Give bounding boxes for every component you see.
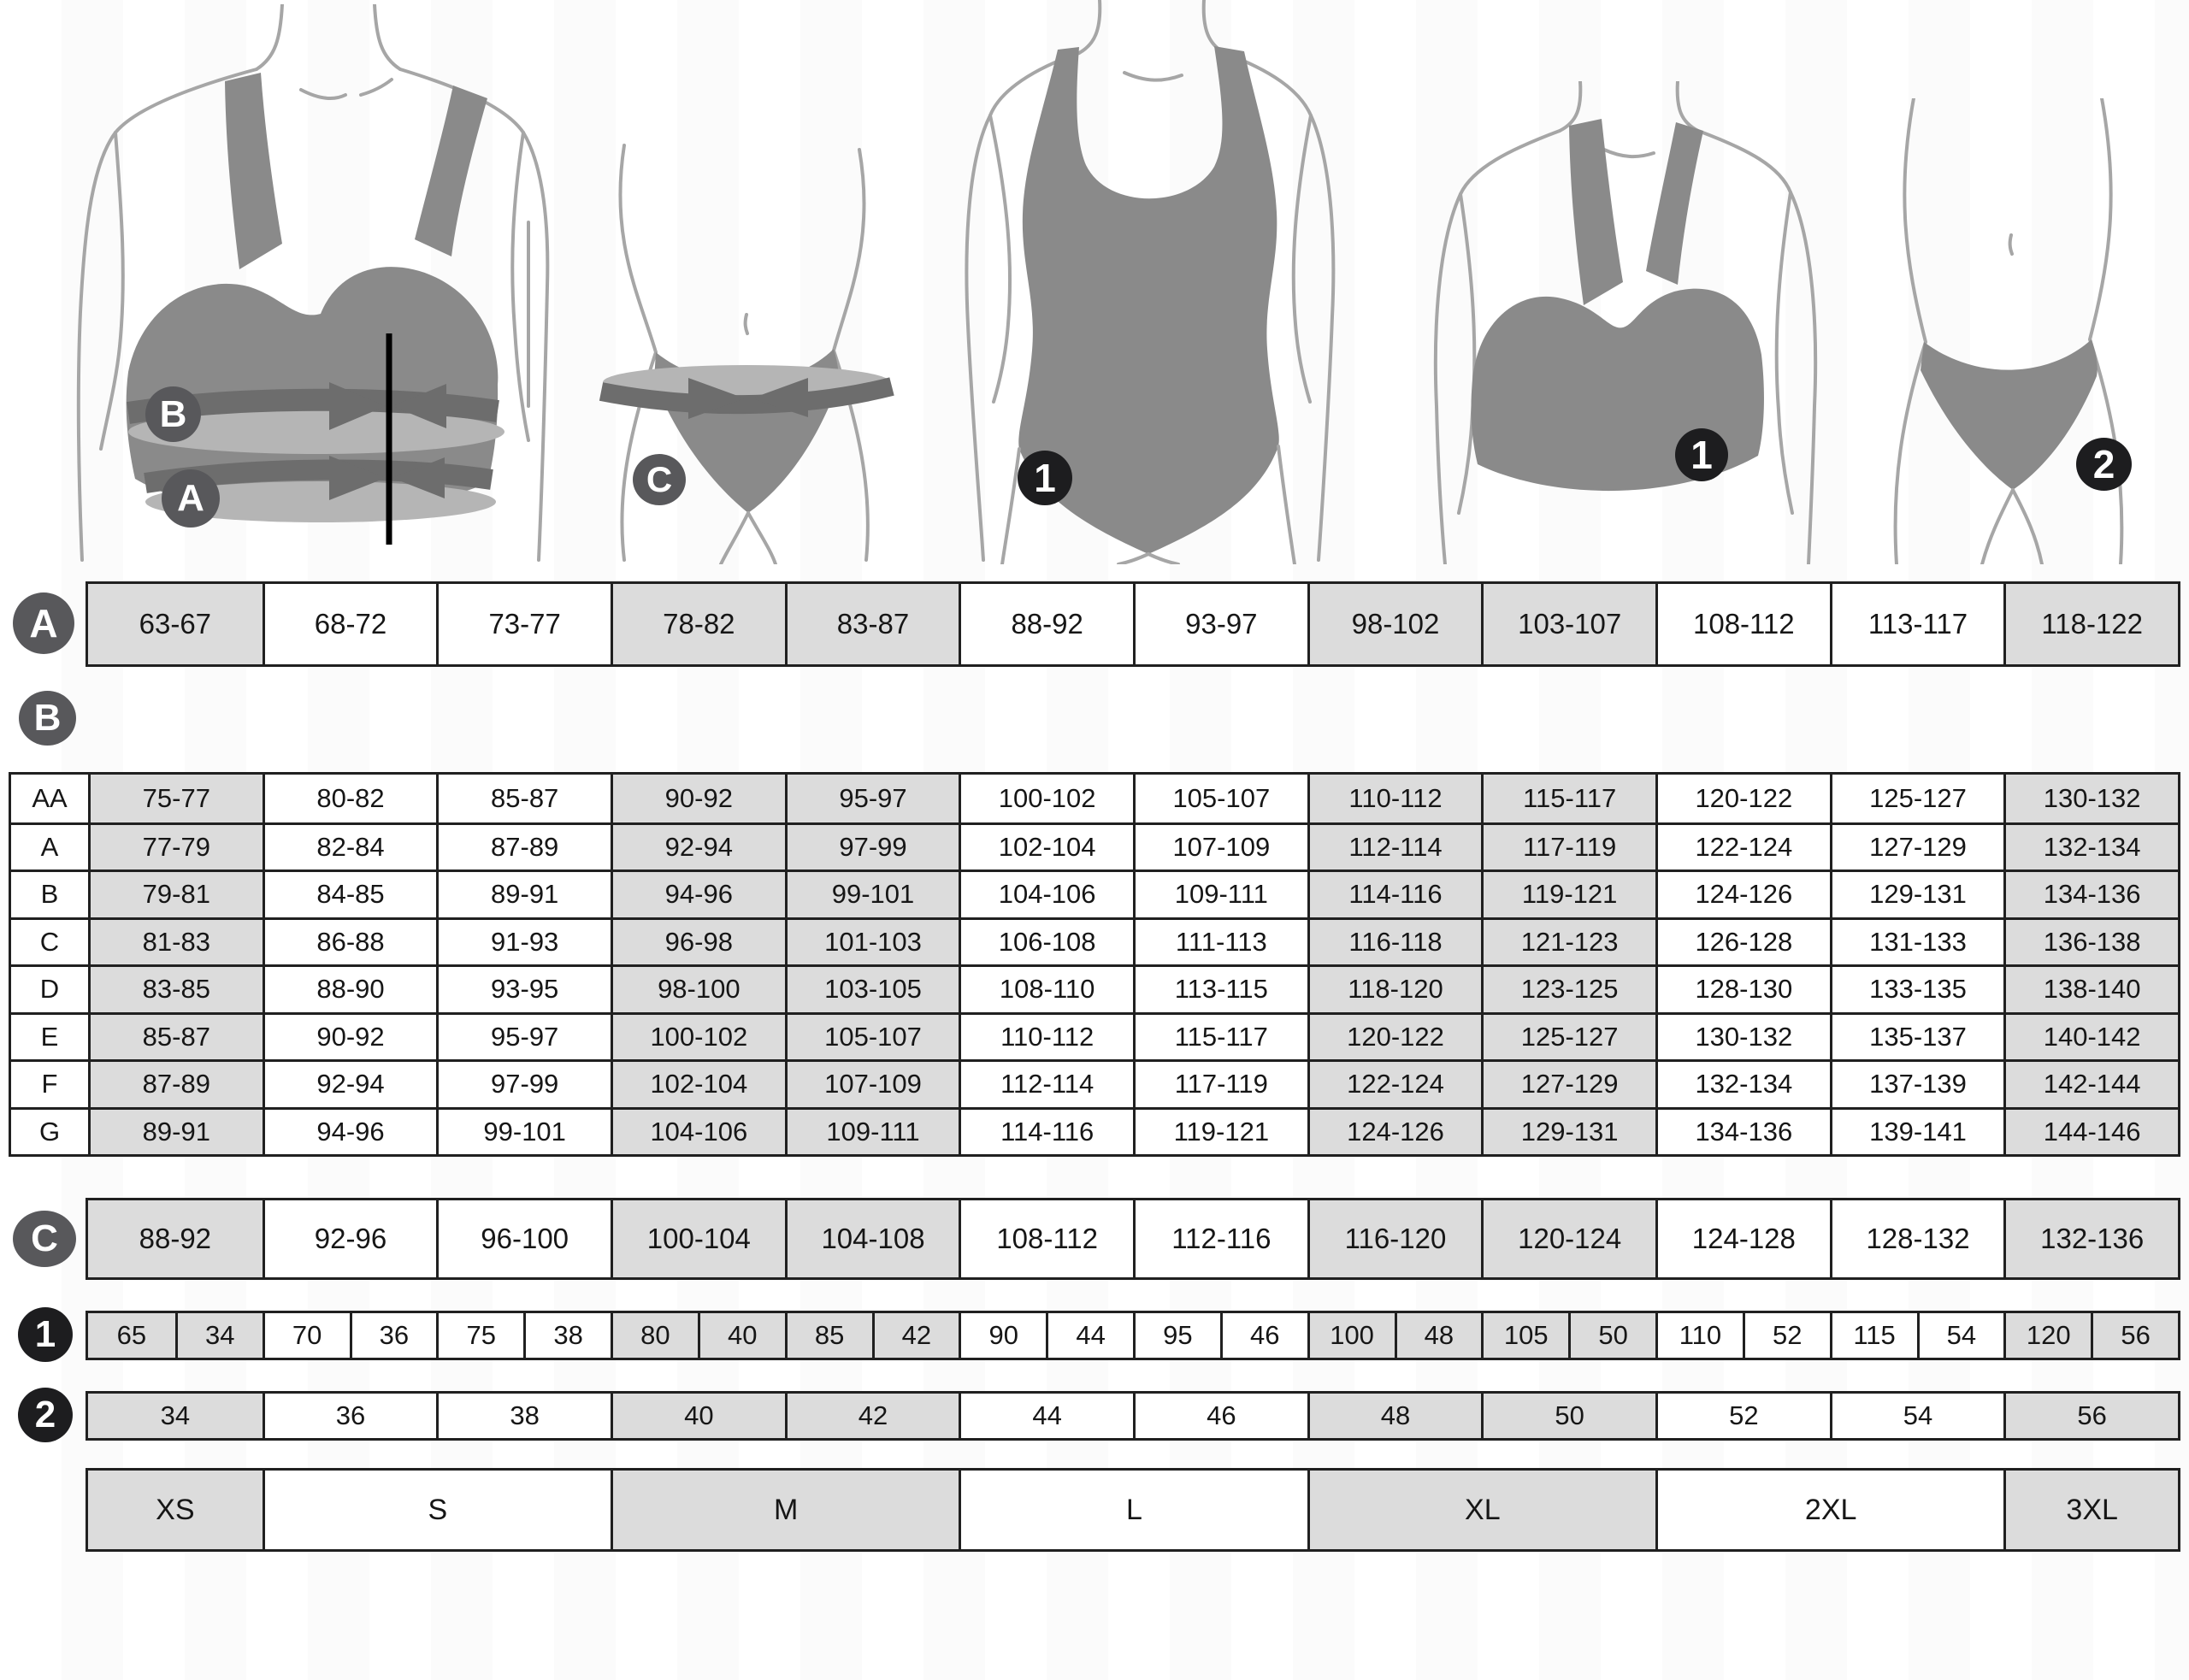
bodysuit-size-badge: 1 <box>1018 451 1072 505</box>
cell: 36 <box>263 1394 437 1438</box>
cell: 114-116 <box>1307 869 1482 917</box>
cell: 109-111 <box>1133 869 1307 917</box>
cell: 54 <box>1830 1394 2004 1438</box>
bust-measure-badge: B <box>145 386 201 442</box>
cell: 129-131 <box>1481 1107 1655 1155</box>
cell: 115-117 <box>1133 1012 1307 1060</box>
cell: 131-133 <box>1830 917 2004 965</box>
cell: 46 <box>1133 1394 1307 1438</box>
cup-row-label: E <box>11 1012 88 1060</box>
cell: 123-125 <box>1481 964 1655 1012</box>
cell: 108-112 <box>959 1200 1133 1277</box>
cell: 87-89 <box>88 1059 263 1107</box>
cell: 83-87 <box>785 584 959 664</box>
cell: 34 <box>175 1313 263 1358</box>
cell: 107-109 <box>785 1059 959 1107</box>
cell: 99-101 <box>436 1107 611 1155</box>
cell: 95 <box>1133 1313 1220 1358</box>
cell: 40 <box>698 1313 785 1358</box>
cell: 77-79 <box>88 822 263 870</box>
cell: 63-67 <box>88 584 263 664</box>
cell: 139-141 <box>1830 1107 2004 1155</box>
cell: 50 <box>1568 1313 1655 1358</box>
cell: 128-130 <box>1655 964 1830 1012</box>
cell: 113-115 <box>1133 964 1307 1012</box>
cup-row-label: AA <box>11 775 88 822</box>
cell: 144-146 <box>2003 1107 2178 1155</box>
row-label-underbust: A <box>13 592 74 654</box>
row-label-panty-size: 2 <box>18 1388 73 1442</box>
cell: 132-134 <box>2003 822 2178 870</box>
cell: 52 <box>1743 1313 1830 1358</box>
cell: 112-114 <box>959 1059 1133 1107</box>
cup-row-label: F <box>11 1059 88 1107</box>
cell: 82-84 <box>263 822 437 870</box>
cell: 122-124 <box>1307 1059 1482 1107</box>
panty-size-table <box>86 1391 2180 1441</box>
cell: 93-95 <box>436 964 611 1012</box>
cell: 116-120 <box>1307 1200 1482 1277</box>
cell: 117-119 <box>1133 1059 1307 1107</box>
cell: 90 <box>959 1313 1046 1358</box>
row-label-bra-size: 1 <box>18 1307 73 1362</box>
cell: 89-91 <box>436 869 611 917</box>
cell: 108-112 <box>1655 584 1830 664</box>
row-label-bust: B <box>19 691 76 746</box>
cell: 52 <box>1655 1394 1830 1438</box>
cell: 46 <box>1220 1313 1307 1358</box>
size-cell: S <box>263 1471 611 1549</box>
cell: 100-102 <box>959 775 1133 822</box>
cell: 96-100 <box>436 1200 611 1277</box>
cell: 128-132 <box>1830 1200 2004 1277</box>
cell: 124-126 <box>1655 869 1830 917</box>
cell: 65 <box>88 1313 175 1358</box>
cell: 102-104 <box>611 1059 785 1107</box>
letter-size-table <box>86 1468 2180 1552</box>
cell: 132-136 <box>2003 1200 2178 1277</box>
cell: 94-96 <box>263 1107 437 1155</box>
cell: 136-138 <box>2003 917 2178 965</box>
cell: 129-131 <box>1830 869 2004 917</box>
cell: 115 <box>1830 1313 1917 1358</box>
cell: 105-107 <box>785 1012 959 1060</box>
cell: 137-139 <box>1830 1059 2004 1107</box>
cell: 104-106 <box>611 1107 785 1155</box>
size-cell: 3XL <box>2003 1471 2178 1549</box>
cell: 100 <box>1307 1313 1395 1358</box>
cell: 85 <box>785 1313 872 1358</box>
cell: 115-117 <box>1481 775 1655 822</box>
size-cell: XL <box>1307 1471 1655 1549</box>
cell: 78-82 <box>611 584 785 664</box>
cell: 109-111 <box>785 1107 959 1155</box>
cell: 124-128 <box>1655 1200 1830 1277</box>
cell: 96-98 <box>611 917 785 965</box>
row-label-hip: C <box>13 1211 76 1267</box>
cell: 56 <box>2091 1313 2178 1358</box>
cell: 114-116 <box>959 1107 1133 1155</box>
cup-row-label: C <box>11 917 88 965</box>
cell: 120-122 <box>1655 775 1830 822</box>
cup-row-label: D <box>11 964 88 1012</box>
cell: 117-119 <box>1481 822 1655 870</box>
cell: 87-89 <box>436 822 611 870</box>
cell: 92-96 <box>263 1200 437 1277</box>
cell: 120-124 <box>1481 1200 1655 1277</box>
figure-bra-measurement <box>26 4 556 564</box>
cell: 142-144 <box>2003 1059 2178 1107</box>
cell: 127-129 <box>1481 1059 1655 1107</box>
cell: 103-105 <box>785 964 959 1012</box>
cell: 100-102 <box>611 1012 785 1060</box>
cell: 104-106 <box>959 869 1133 917</box>
cell: 116-118 <box>1307 917 1482 965</box>
cell: 90-92 <box>263 1012 437 1060</box>
cell: 98-100 <box>611 964 785 1012</box>
cell: 108-110 <box>959 964 1133 1012</box>
cell: 98-102 <box>1307 584 1482 664</box>
cell: 34 <box>88 1394 263 1438</box>
cell: 135-137 <box>1830 1012 2004 1060</box>
cell: 97-99 <box>436 1059 611 1107</box>
cell: 85-87 <box>436 775 611 822</box>
cell: 36 <box>350 1313 437 1358</box>
cell: 104-108 <box>785 1200 959 1277</box>
cell: 48 <box>1395 1313 1482 1358</box>
cell: 111-113 <box>1133 917 1307 965</box>
cell: 88-92 <box>88 1200 263 1277</box>
underbust-range-table <box>86 581 2180 667</box>
bra-size-table <box>86 1311 2180 1360</box>
figure-bra <box>1394 81 1838 564</box>
cell: 80-82 <box>263 775 437 822</box>
cell: 84-85 <box>263 869 437 917</box>
cell: 97-99 <box>785 822 959 870</box>
cell: 48 <box>1307 1394 1482 1438</box>
cell: 44 <box>1046 1313 1133 1358</box>
cell: 100-104 <box>611 1200 785 1277</box>
cell: 127-129 <box>1830 822 2004 870</box>
cup-row-label: B <box>11 869 88 917</box>
cell: 83-85 <box>88 964 263 1012</box>
cell: 110-112 <box>1307 775 1482 822</box>
cell: 112-116 <box>1133 1200 1307 1277</box>
cell: 112-114 <box>1307 822 1482 870</box>
cell: 73-77 <box>436 584 611 664</box>
cell: 50 <box>1481 1394 1655 1438</box>
size-cell: XS <box>88 1471 263 1549</box>
cup-row-label: G <box>11 1107 88 1155</box>
figure-panty <box>1821 98 2189 564</box>
cell: 42 <box>872 1313 959 1358</box>
cell: 95-97 <box>785 775 959 822</box>
figure-hip-measurement <box>560 128 928 564</box>
cell: 132-134 <box>1655 1059 1830 1107</box>
cell: 94-96 <box>611 869 785 917</box>
hip-measure-badge: C <box>633 454 686 505</box>
cell: 130-132 <box>2003 775 2178 822</box>
cell: 105-107 <box>1133 775 1307 822</box>
cell: 110 <box>1655 1313 1743 1358</box>
cell: 93-97 <box>1133 584 1307 664</box>
cell: 101-103 <box>785 917 959 965</box>
cell: 90-92 <box>611 775 785 822</box>
cell: 42 <box>785 1394 959 1438</box>
cell: 54 <box>1917 1313 2004 1358</box>
cell: 75-77 <box>88 775 263 822</box>
cell: 119-121 <box>1481 869 1655 917</box>
cell: 92-94 <box>263 1059 437 1107</box>
cell: 120-122 <box>1307 1012 1482 1060</box>
hip-range-table <box>86 1198 2180 1280</box>
size-cell: M <box>611 1471 959 1549</box>
cell: 120 <box>2003 1313 2091 1358</box>
cell: 89-91 <box>88 1107 263 1155</box>
cell: 95-97 <box>436 1012 611 1060</box>
cell: 99-101 <box>785 869 959 917</box>
cell: 102-104 <box>959 822 1133 870</box>
cell: 119-121 <box>1133 1107 1307 1155</box>
cell: 44 <box>959 1394 1133 1438</box>
cell: 75 <box>436 1313 523 1358</box>
cell: 91-93 <box>436 917 611 965</box>
cell: 107-109 <box>1133 822 1307 870</box>
cell: 121-123 <box>1481 917 1655 965</box>
cell: 103-107 <box>1481 584 1655 664</box>
cell: 38 <box>523 1313 611 1358</box>
cell: 133-135 <box>1830 964 2004 1012</box>
cell: 118-122 <box>2003 584 2178 664</box>
cell: 106-108 <box>959 917 1133 965</box>
size-cell: L <box>959 1471 1307 1549</box>
cup-row-label: A <box>11 822 88 870</box>
underbust-measure-badge: A <box>162 469 220 528</box>
cell: 130-132 <box>1655 1012 1830 1060</box>
cell: 80 <box>611 1313 698 1358</box>
cell: 86-88 <box>263 917 437 965</box>
cell: 113-117 <box>1830 584 2004 664</box>
cell: 81-83 <box>88 917 263 965</box>
cell: 125-127 <box>1830 775 2004 822</box>
cell: 88-90 <box>263 964 437 1012</box>
cell: 140-142 <box>2003 1012 2178 1060</box>
cell: 68-72 <box>263 584 437 664</box>
cell: 105 <box>1481 1313 1568 1358</box>
cell: 118-120 <box>1307 964 1482 1012</box>
cell: 70 <box>263 1313 350 1358</box>
cell: 38 <box>436 1394 611 1438</box>
cell: 134-136 <box>1655 1107 1830 1155</box>
cell: 56 <box>2003 1394 2178 1438</box>
figure-bodysuit <box>932 0 1368 564</box>
bra-size-badge: 1 <box>1675 428 1728 481</box>
panty-size-badge: 2 <box>2076 438 2132 491</box>
bust-cup-table <box>9 772 2180 1157</box>
cell: 40 <box>611 1394 785 1438</box>
cell: 110-112 <box>959 1012 1133 1060</box>
cell: 124-126 <box>1307 1107 1482 1155</box>
cell: 138-140 <box>2003 964 2178 1012</box>
cell: 122-124 <box>1655 822 1830 870</box>
cell: 126-128 <box>1655 917 1830 965</box>
size-cell: 2XL <box>1655 1471 2003 1549</box>
cell: 134-136 <box>2003 869 2178 917</box>
cell: 88-92 <box>959 584 1133 664</box>
cell: 125-127 <box>1481 1012 1655 1060</box>
cell: 85-87 <box>88 1012 263 1060</box>
cell: 79-81 <box>88 869 263 917</box>
cell: 92-94 <box>611 822 785 870</box>
